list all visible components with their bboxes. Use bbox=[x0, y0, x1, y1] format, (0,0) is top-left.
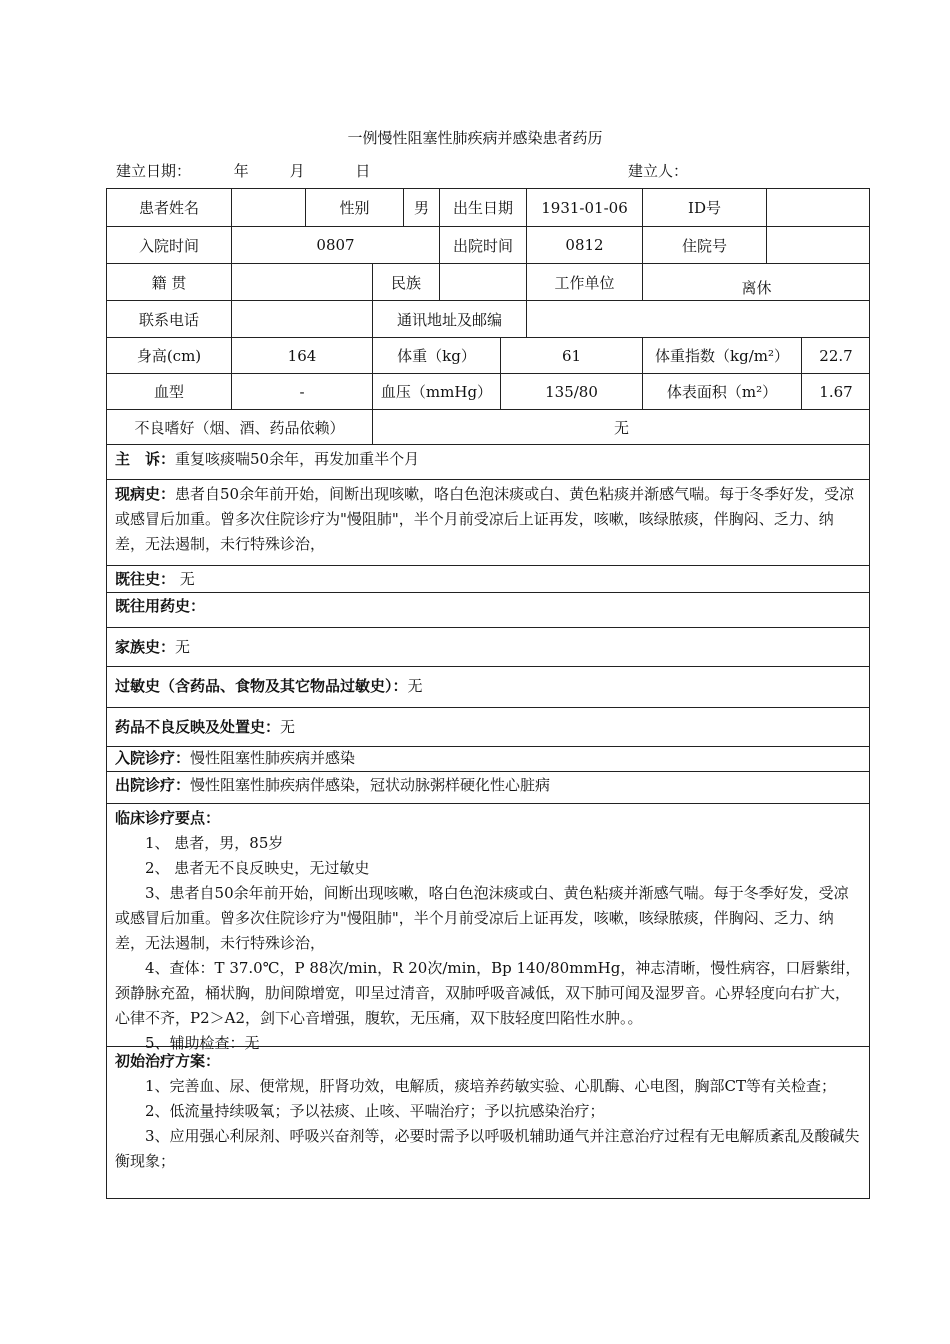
discharge-label: 出院时间 bbox=[439, 227, 526, 263]
id-label: ID号 bbox=[642, 189, 766, 226]
row-allergy bbox=[106, 667, 870, 708]
present-label: 现病史： bbox=[115, 485, 176, 503]
plan-item: 1、完善血、尿、便常规，肝肾功效，电解质，痰培养药敏实验、心肌酶、心电图，胸部CT等有关检查； bbox=[145, 1077, 837, 1095]
row-contact bbox=[106, 301, 870, 338]
habit-value: 无 bbox=[372, 410, 870, 444]
weight-value: 61 bbox=[500, 338, 642, 373]
blood-value: - bbox=[231, 374, 372, 409]
allergy-label: 过敏史（含药品、食物及其它物品过敏史）： bbox=[115, 677, 408, 695]
record-form bbox=[106, 188, 870, 1199]
bmi-value: 22.7 bbox=[801, 338, 870, 373]
row-body bbox=[106, 338, 870, 374]
phone-value bbox=[231, 301, 372, 337]
present-value: 患者自50余年前开始，间断出现咳嗽，咯白色泡沫痰或白、黄色粘痰并渐感气喘。每于冬季好发，受凉或感冒后加重。曾多次住院诊疗为"慢阻肺"，半个月前受凉后上证再发，咳嗽，咳绿脓痰，伴胸闷、乏力、纳差，无法遏制，未行特殊诊治， bbox=[115, 485, 855, 553]
day-label: 日 bbox=[355, 162, 371, 180]
weight-label: 体重（kg） bbox=[372, 338, 500, 373]
adr-value: 无 bbox=[280, 718, 296, 736]
bsa-label: 体表面积（m²） bbox=[642, 374, 801, 409]
family-label: 家族史： bbox=[115, 638, 176, 656]
phone-label: 联系电话 bbox=[138, 310, 199, 329]
row-adr bbox=[106, 708, 870, 747]
row-complaint bbox=[106, 445, 870, 480]
page-title: 一例慢性阻塞性肺疾病并感染患者药历 bbox=[347, 129, 603, 147]
name-value bbox=[231, 189, 305, 226]
adr-label: 药品不良反映及处置史： bbox=[115, 718, 281, 736]
work-label: 工作单位 bbox=[526, 264, 642, 300]
admit-value: 0807 bbox=[231, 227, 439, 263]
discharge-dx-label: 出院诊疗： bbox=[115, 776, 191, 794]
past-value: 无 bbox=[179, 570, 195, 588]
row-patient-basic bbox=[106, 188, 870, 227]
clinical-item: 4、查体：T 37.0℃，P 88次/min，R 20次/min，Bp 140/80mmHg，神志清晰，慢性病容，口唇紫绀，颈静脉充盈，桶状胸，肋间隙增宽，叩呈过清音，双肺呼吸音减低，双下肺可闻及湿罗音。心界轻度向右扩大，心律不齐，P2＞A2，剑下心音增强，腹软，无压痛，双下肢轻度凹陷性水肿。。 bbox=[115, 959, 861, 1027]
gender-value: 男 bbox=[403, 189, 439, 226]
row-admission-diagnosis bbox=[106, 747, 870, 772]
allergy-value: 无 bbox=[407, 677, 423, 695]
past-label: 既往史： bbox=[115, 570, 176, 588]
row-habit bbox=[106, 410, 870, 445]
row-past-history bbox=[106, 566, 870, 593]
row-treatment-plan bbox=[106, 1047, 870, 1199]
hospital-no-label: 住院号 bbox=[642, 227, 766, 263]
native-value bbox=[231, 264, 372, 300]
habit-label: 不良嗜好（烟、酒、药品依赖） bbox=[134, 418, 345, 437]
clinical-item: 3、患者自50余年前开始，间断出现咳嗽，咯白色泡沫痰或白、黄色粘痰并渐感气喘。每于冬季好发，受凉或感冒后加重。曾多次住院诊疗为"慢阻肺"，半个月前受凉后上证再发，咳嗽，咳绿脓痰，伴胸闷、乏力、纳差，无法遏制，未行特殊诊治， bbox=[115, 884, 849, 952]
bp-value: 135/80 bbox=[500, 374, 642, 409]
past-med-label: 既往用药史： bbox=[115, 597, 206, 615]
row-clinical-points bbox=[106, 804, 870, 1052]
clinical-item: 1、 患者，男，85岁 bbox=[145, 834, 284, 852]
year-label: 年 bbox=[233, 162, 249, 180]
native-label: 籍 贯 bbox=[151, 273, 187, 292]
plan-item: 2、低流量持续吸氧；予以祛痰、止咳、平喘治疗；予以抗感染治疗； bbox=[145, 1102, 605, 1120]
clinical-label: 临床诊疗要点： bbox=[115, 809, 221, 827]
row-present-illness bbox=[106, 480, 870, 566]
blood-label: 血型 bbox=[153, 383, 184, 401]
discharge-dx-value: 慢性阻塞性肺疾病伴感染，冠状动脉粥样硬化性心脏病 bbox=[190, 776, 551, 794]
row-discharge-diagnosis bbox=[106, 772, 870, 804]
name-label: 患者姓名 bbox=[138, 199, 199, 217]
row-admission bbox=[106, 227, 870, 264]
ethnic-label: 民族 bbox=[372, 264, 439, 300]
work-value: 离休 bbox=[642, 264, 870, 300]
established-by bbox=[628, 160, 688, 181]
birth-label: 出生日期 bbox=[439, 189, 526, 226]
admit-dx-value: 慢性阻塞性肺疾病并感染 bbox=[190, 749, 356, 767]
plan-item: 3、应用强心利尿剂、呼吸兴奋剂等，必要时需予以呼吸机辅助通气并注意治疗过程有无电解质紊乱及酸碱失衡现象； bbox=[115, 1127, 860, 1170]
established-date-label: 建立日期： bbox=[116, 162, 192, 180]
ethnic-value bbox=[439, 264, 526, 300]
plan-label: 初始治疗方案： bbox=[115, 1052, 221, 1070]
family-value: 无 bbox=[175, 638, 191, 656]
complaint-value: 重复咳痰喘50余年，再发加重半个月 bbox=[175, 450, 420, 468]
id-value bbox=[766, 189, 870, 226]
complaint-label: 主 诉： bbox=[115, 450, 176, 468]
established-by-label: 建立人： bbox=[628, 162, 689, 180]
clinical-item: 5、辅助检查：无 bbox=[145, 1034, 260, 1052]
hospital-no-value bbox=[766, 227, 870, 263]
gender-label: 性别 bbox=[305, 189, 403, 226]
birth-value: 1931-01-06 bbox=[526, 189, 642, 226]
admit-dx-label: 入院诊疗： bbox=[115, 749, 191, 767]
height-label: 身高(cm) bbox=[136, 347, 202, 365]
row-native bbox=[106, 264, 870, 301]
clinical-item: 2、 患者无不良反映史，无过敏史 bbox=[145, 859, 370, 877]
bp-label: 血压（mmHg） bbox=[372, 374, 500, 409]
bsa-value: 1.67 bbox=[801, 374, 870, 409]
address-value bbox=[526, 301, 870, 337]
bmi-label: 体重指数（kg/m²） bbox=[642, 338, 801, 373]
row-past-medication bbox=[106, 593, 870, 628]
height-value: 164 bbox=[231, 338, 372, 373]
row-family-history bbox=[106, 628, 870, 667]
address-label: 通讯地址及邮编 bbox=[372, 301, 526, 337]
discharge-value: 0812 bbox=[526, 227, 642, 263]
row-blood bbox=[106, 374, 870, 410]
admit-label: 入院时间 bbox=[138, 236, 199, 255]
month-label: 月 bbox=[289, 162, 305, 180]
established-date bbox=[116, 160, 370, 181]
